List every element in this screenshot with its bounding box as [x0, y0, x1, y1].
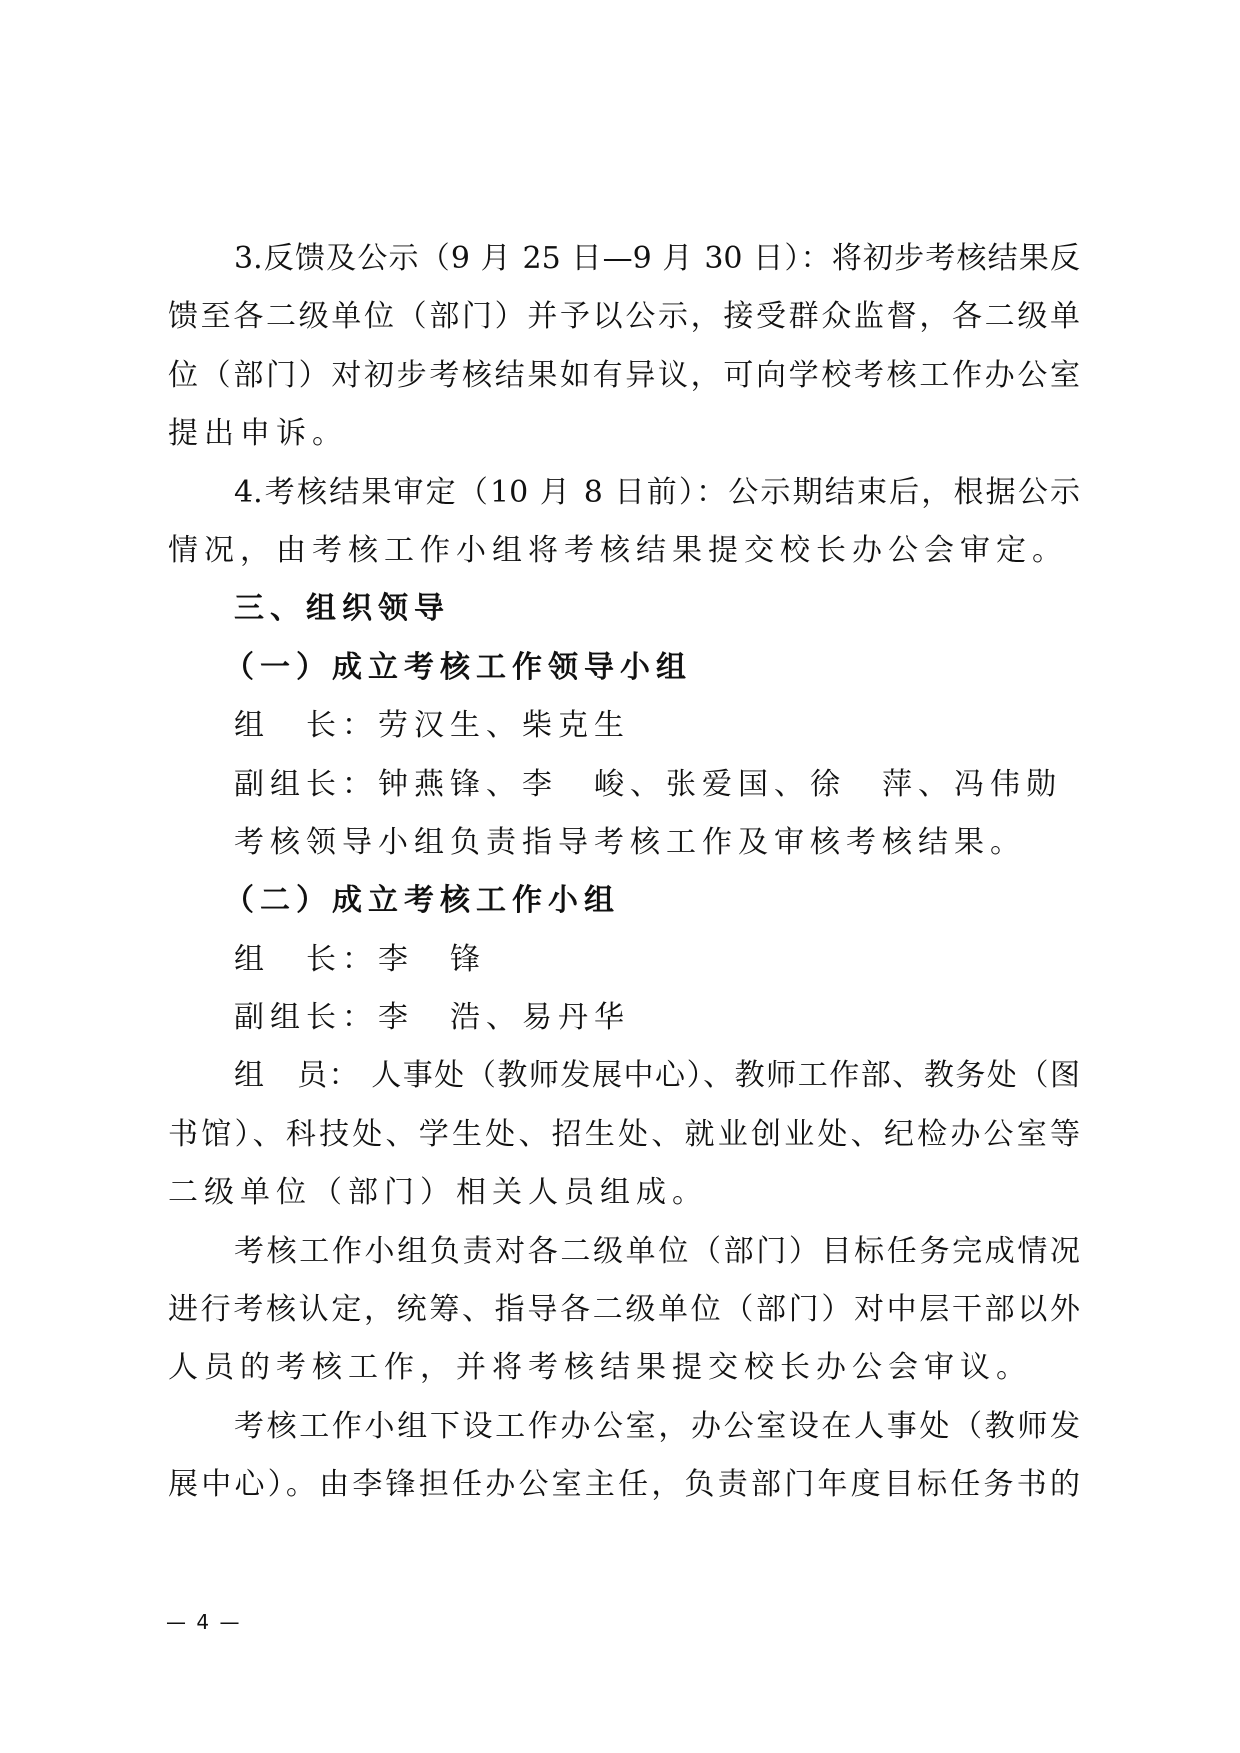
page-number: — 4 — [166, 1610, 242, 1634]
paragraph-feedback-line-3: 位（部门）对初步考核结果如有异议，可向学校考核工作办公室 [168, 357, 1080, 393]
paragraph-feedback-line-2: 馈至各二级单位（部门）并予以公示，接受群众监督，各二级单 [168, 299, 1080, 335]
leadership-leader: 组 长：劳汉生、柴克生 [234, 708, 630, 744]
section-heading-organization: 三、组织领导 [234, 591, 450, 627]
working-group-members-line-3: 二级单位（部门）相关人员组成。 [168, 1175, 708, 1211]
paragraph-review-line-1: 4.考核结果审定（10 月 8 日前）：公示期结束后，根据公示 [234, 474, 1080, 510]
working-group-duty-line-3: 人员的考核工作，并将考核结果提交校长办公会审议。 [168, 1350, 1032, 1386]
working-group-members-line-2: 书馆）、科技处、学生处、招生处、就业创业处、纪检办公室等 [168, 1116, 1080, 1152]
working-group-leader: 组 长：李 锋 [234, 941, 486, 977]
working-group-duty-line-2: 进行考核认定，统筹、指导各二级单位（部门）对中层干部以外 [168, 1292, 1080, 1328]
working-group-duty-line-1: 考核工作小组负责对各二级单位（部门）目标任务完成情况 [234, 1233, 1080, 1269]
paragraph-feedback-line-4: 提出申诉。 [168, 416, 348, 452]
office-paragraph-line-2: 展中心）。由李锋担任办公室主任，负责部门年度目标任务书的 [168, 1467, 1080, 1503]
working-group-deputy-leaders: 副组长：李 浩、易丹华 [234, 1000, 630, 1036]
leadership-duty: 考核领导小组负责指导考核工作及审核考核结果。 [234, 824, 1026, 860]
leadership-deputy-leaders: 副组长：钟燕锋、李 峻、张爱国、徐 萍、冯伟勋 [234, 766, 1062, 802]
subheading-leadership-group: （一）成立考核工作领导小组 [224, 649, 692, 685]
paragraph-feedback-line-1: 3.反馈及公示（9 月 25 日—9 月 30 日）：将初步考核结果反 [234, 241, 1080, 276]
paragraph-review-line-2: 情况，由考核工作小组将考核结果提交校长办公会审定。 [168, 532, 1068, 568]
office-paragraph-line-1: 考核工作小组下设工作办公室，办公室设在人事处（教师发 [234, 1408, 1080, 1444]
document-body [168, 230, 1080, 1515]
working-group-members-line-1: 组 员： 人事处（教师发展中心）、教师工作部、教务处（图 [234, 1058, 1080, 1094]
subheading-working-group: （二）成立考核工作小组 [224, 883, 620, 919]
